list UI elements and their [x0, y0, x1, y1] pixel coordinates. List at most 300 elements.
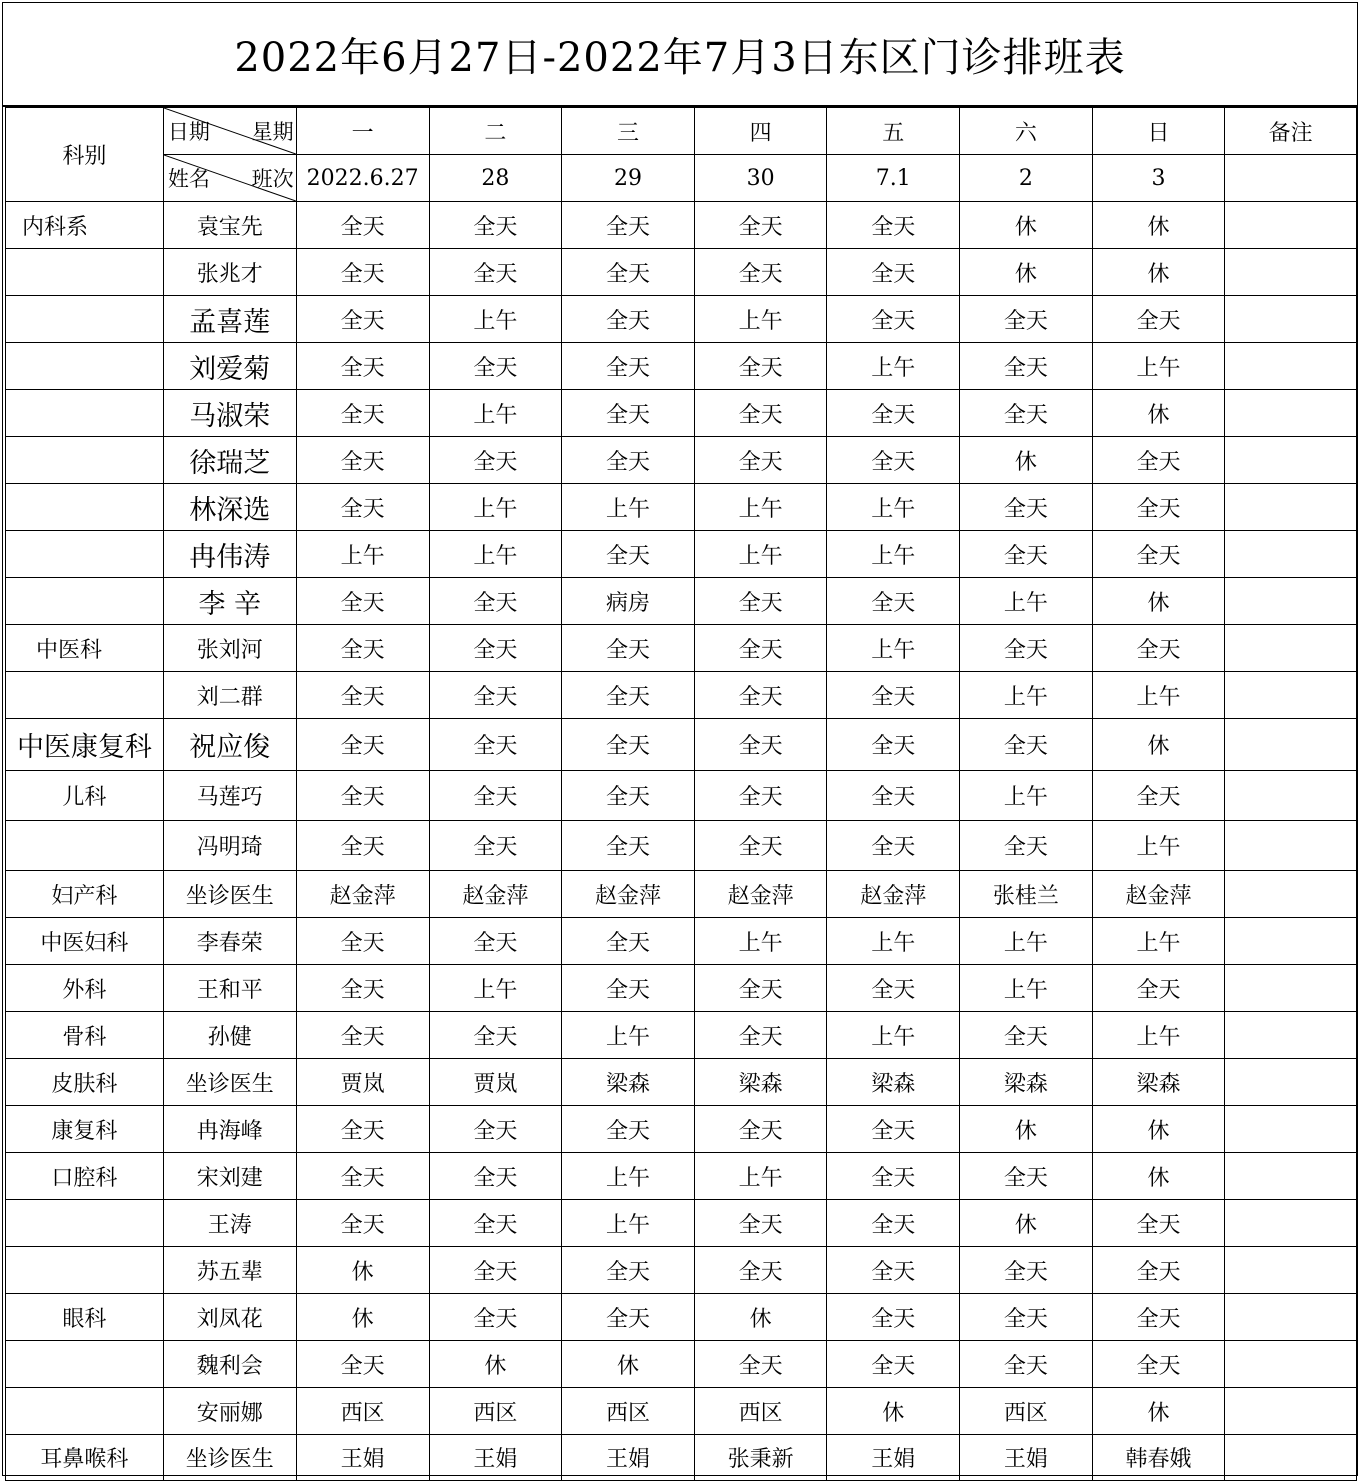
shift-cell: 全天	[1092, 625, 1225, 672]
doctor-name-cell: 王和平	[163, 965, 296, 1012]
diag-header-bottom	[163, 155, 296, 202]
dept-cell	[6, 437, 164, 484]
shift-cell: 全天	[562, 965, 695, 1012]
shift-cell: 全天	[1092, 965, 1225, 1012]
dept-cell: 外科	[6, 965, 164, 1012]
shift-cell: 梁森	[562, 1059, 695, 1106]
dept-cell: 皮肤科	[6, 1059, 164, 1106]
shift-cell: 全天	[827, 202, 960, 249]
shift-cell: 全天	[694, 625, 827, 672]
date-5: 7.1	[827, 155, 960, 202]
dept-cell	[6, 1200, 164, 1247]
table-row	[6, 821, 1357, 871]
shift-cell: 全天	[562, 1106, 695, 1153]
shift-cell: 全天	[429, 1153, 562, 1200]
table-row	[6, 531, 1357, 578]
shift-cell: 休	[1092, 202, 1225, 249]
doctor-name-cell: 刘凤花	[163, 1294, 296, 1341]
weekday-5: 五	[827, 108, 960, 155]
remark-cell	[1225, 578, 1357, 625]
table-row	[6, 1200, 1357, 1247]
shift-cell: 休	[296, 1247, 429, 1294]
shift-cell: 全天	[960, 343, 1093, 390]
doctor-name-cell: 孟喜莲	[163, 296, 296, 343]
weekday-2: 二	[429, 108, 562, 155]
shift-cell: 上午	[562, 484, 695, 531]
shift-cell: 赵金萍	[562, 871, 695, 918]
remark-cell	[1225, 1247, 1357, 1294]
dept-cell	[6, 484, 164, 531]
shift-cell: 休	[827, 1388, 960, 1435]
table-row	[6, 249, 1357, 296]
shift-cell: 全天	[296, 821, 429, 871]
shift-cell: 西区	[960, 1388, 1093, 1435]
schedule-table	[5, 107, 1357, 1481]
remark-cell	[1225, 249, 1357, 296]
shift-cell: 上午	[694, 1153, 827, 1200]
shift-cell: 上午	[694, 918, 827, 965]
header-row-weekdays	[6, 108, 1357, 155]
dept-cell	[6, 1247, 164, 1294]
shift-cell: 全天	[827, 1294, 960, 1341]
table-row	[6, 390, 1357, 437]
doctor-name-cell: 坐诊医生	[163, 871, 296, 918]
dept-cell	[6, 1388, 164, 1435]
remark-cell	[1225, 771, 1357, 821]
shift-cell: 全天	[562, 249, 695, 296]
remark-cell	[1225, 1435, 1357, 1481]
shift-cell: 休	[296, 1294, 429, 1341]
shift-cell: 韩春娥	[1092, 1435, 1225, 1481]
table-row	[6, 625, 1357, 672]
doctor-name-cell: 冉海峰	[163, 1106, 296, 1153]
shift-cell: 全天	[296, 1153, 429, 1200]
shift-cell: 全天	[1092, 484, 1225, 531]
shift-cell: 全天	[562, 1247, 695, 1294]
shift-cell: 全天	[827, 965, 960, 1012]
shift-cell: 休	[1092, 1153, 1225, 1200]
remark-cell	[1225, 1106, 1357, 1153]
shift-cell: 全天	[296, 296, 429, 343]
shift-cell: 全天	[827, 719, 960, 771]
shift-cell: 休	[960, 249, 1093, 296]
shift-cell: 全天	[960, 1294, 1093, 1341]
table-row	[6, 672, 1357, 719]
doctor-name-cell: 冉伟涛	[163, 531, 296, 578]
shift-cell: 休	[1092, 1106, 1225, 1153]
table-row	[6, 578, 1357, 625]
shift-cell: 西区	[562, 1388, 695, 1435]
shift-cell: 全天	[296, 202, 429, 249]
shift-cell: 梁森	[827, 1059, 960, 1106]
shift-cell: 全天	[694, 771, 827, 821]
doctor-name-cell: 张兆才	[163, 249, 296, 296]
shift-cell: 休	[1092, 390, 1225, 437]
dept-cell	[6, 343, 164, 390]
shift-cell: 赵金萍	[694, 871, 827, 918]
shift-cell: 全天	[429, 343, 562, 390]
shift-cell: 王娟	[827, 1435, 960, 1481]
shift-cell: 全天	[296, 1012, 429, 1059]
doctor-name-cell: 马莲巧	[163, 771, 296, 821]
shift-cell: 全天	[827, 1341, 960, 1388]
shift-cell: 休	[960, 1200, 1093, 1247]
table-row	[6, 1294, 1357, 1341]
shift-cell: 全天	[1092, 771, 1225, 821]
shift-cell: 全天	[694, 1106, 827, 1153]
shift-cell: 上午	[827, 343, 960, 390]
shift-cell: 休	[960, 202, 1093, 249]
table-row	[6, 1153, 1357, 1200]
shift-cell: 全天	[296, 343, 429, 390]
shift-cell: 全天	[429, 821, 562, 871]
doctor-name-cell: 宋刘建	[163, 1153, 296, 1200]
dept-cell: 耳鼻喉科	[6, 1435, 164, 1481]
table-row	[6, 918, 1357, 965]
dept-cell	[6, 296, 164, 343]
shift-cell: 梁森	[960, 1059, 1093, 1106]
shift-cell: 全天	[562, 343, 695, 390]
shift-cell: 上午	[429, 531, 562, 578]
shift-cell: 全天	[827, 1247, 960, 1294]
shift-cell: 全天	[694, 202, 827, 249]
shift-cell: 全天	[827, 821, 960, 871]
shift-cell: 全天	[562, 1294, 695, 1341]
remark-cell	[1225, 1294, 1357, 1341]
shift-cell: 西区	[296, 1388, 429, 1435]
shift-cell: 上午	[429, 484, 562, 531]
table-row	[6, 1106, 1357, 1153]
shift-cell: 全天	[827, 1200, 960, 1247]
shift-cell: 王娟	[429, 1435, 562, 1481]
doctor-name-cell: 马淑荣	[163, 390, 296, 437]
shift-cell: 全天	[827, 437, 960, 484]
shift-cell: 上午	[429, 296, 562, 343]
shift-cell: 张桂兰	[960, 871, 1093, 918]
doctor-name-cell: 孙健	[163, 1012, 296, 1059]
diag-date-label: 日期	[167, 120, 210, 144]
shift-cell: 全天	[296, 1106, 429, 1153]
date-3: 29	[562, 155, 695, 202]
shift-cell: 上午	[562, 1200, 695, 1247]
doctor-name-cell: 安丽娜	[163, 1388, 296, 1435]
dept-cell	[6, 531, 164, 578]
shift-cell: 全天	[694, 672, 827, 719]
remark-cell	[1225, 1388, 1357, 1435]
dept-cell	[6, 672, 164, 719]
weekday-3: 三	[562, 108, 695, 155]
shift-cell: 全天	[960, 1341, 1093, 1388]
shift-cell: 梁森	[1092, 1059, 1225, 1106]
shift-cell: 全天	[296, 965, 429, 1012]
shift-cell: 上午	[960, 965, 1093, 1012]
date-6: 2	[960, 155, 1093, 202]
shift-cell: 上午	[827, 484, 960, 531]
dept-cell	[6, 578, 164, 625]
shift-cell: 休	[1092, 578, 1225, 625]
shift-cell: 全天	[429, 672, 562, 719]
shift-cell: 上午	[1092, 918, 1225, 965]
shift-cell: 上午	[960, 578, 1093, 625]
shift-cell: 全天	[960, 625, 1093, 672]
remark-header: 备注	[1225, 108, 1357, 155]
shift-cell: 全天	[694, 1200, 827, 1247]
shift-cell: 休	[562, 1341, 695, 1388]
shift-cell: 休	[694, 1294, 827, 1341]
shift-cell: 全天	[960, 719, 1093, 771]
dept-cell: 中医康复科	[6, 719, 164, 771]
shift-cell: 全天	[960, 1153, 1093, 1200]
shift-cell: 全天	[827, 578, 960, 625]
shift-cell: 全天	[562, 821, 695, 871]
shift-cell: 全天	[429, 1012, 562, 1059]
weekday-6: 六	[960, 108, 1093, 155]
dept-cell	[6, 390, 164, 437]
remark-cell	[1225, 672, 1357, 719]
shift-cell: 上午	[827, 531, 960, 578]
shift-cell: 全天	[562, 771, 695, 821]
diag-name-label: 姓名	[167, 167, 210, 191]
shift-cell: 上午	[694, 531, 827, 578]
shift-cell: 全天	[296, 484, 429, 531]
shift-cell: 全天	[960, 1012, 1093, 1059]
shift-cell: 上午	[827, 918, 960, 965]
remark-cell	[1225, 390, 1357, 437]
shift-cell: 全天	[960, 821, 1093, 871]
shift-cell: 上午	[827, 1012, 960, 1059]
shift-cell: 全天	[429, 719, 562, 771]
shift-cell: 全天	[1092, 531, 1225, 578]
shift-cell: 全天	[429, 1294, 562, 1341]
shift-cell: 全天	[960, 296, 1093, 343]
remark-cell	[1225, 871, 1357, 918]
shift-cell: 全天	[694, 1341, 827, 1388]
shift-cell: 贾岚	[296, 1059, 429, 1106]
table-row	[6, 296, 1357, 343]
shift-cell: 上午	[429, 965, 562, 1012]
date-7: 3	[1092, 155, 1225, 202]
doctor-name-cell: 坐诊医生	[163, 1059, 296, 1106]
doctor-name-cell: 李 辛	[163, 578, 296, 625]
shift-cell: 全天	[694, 1012, 827, 1059]
diag-header-top	[163, 108, 296, 155]
shift-cell: 上午	[562, 1153, 695, 1200]
doctor-name-cell: 苏五辈	[163, 1247, 296, 1294]
shift-cell: 休	[1092, 249, 1225, 296]
shift-cell: 全天	[562, 719, 695, 771]
shift-cell: 全天	[296, 719, 429, 771]
shift-cell: 全天	[429, 918, 562, 965]
table-row	[6, 871, 1357, 918]
shift-cell: 王娟	[296, 1435, 429, 1481]
remark-cell	[1225, 437, 1357, 484]
shift-cell: 全天	[827, 1106, 960, 1153]
table-row	[6, 1341, 1357, 1388]
shift-cell: 上午	[1092, 672, 1225, 719]
shift-cell: 全天	[429, 578, 562, 625]
table-row	[6, 202, 1357, 249]
remark-cell	[1225, 1153, 1357, 1200]
doctor-name-cell: 冯明琦	[163, 821, 296, 871]
remark-cell	[1225, 155, 1357, 202]
doctor-name-cell: 王涛	[163, 1200, 296, 1247]
remark-cell	[1225, 1341, 1357, 1388]
doctor-name-cell: 张刘河	[163, 625, 296, 672]
remark-cell	[1225, 821, 1357, 871]
shift-cell: 全天	[429, 771, 562, 821]
shift-cell: 上午	[429, 390, 562, 437]
remark-cell	[1225, 1200, 1357, 1247]
doctor-name-cell: 袁宝先	[163, 202, 296, 249]
remark-cell	[1225, 1059, 1357, 1106]
shift-cell: 上午	[960, 672, 1093, 719]
shift-cell: 全天	[296, 1341, 429, 1388]
dept-header: 科别	[6, 108, 164, 202]
remark-cell	[1225, 965, 1357, 1012]
shift-cell: 休	[960, 437, 1093, 484]
remark-cell	[1225, 625, 1357, 672]
shift-cell: 休	[1092, 719, 1225, 771]
shift-cell: 全天	[562, 918, 695, 965]
shift-cell: 全天	[429, 249, 562, 296]
shift-cell: 全天	[827, 249, 960, 296]
shift-cell: 上午	[296, 531, 429, 578]
doctor-name-cell: 林深选	[163, 484, 296, 531]
shift-cell: 全天	[296, 578, 429, 625]
shift-cell: 全天	[1092, 1247, 1225, 1294]
shift-cell: 休	[960, 1106, 1093, 1153]
shift-cell: 全天	[562, 437, 695, 484]
shift-cell: 全天	[1092, 437, 1225, 484]
dept-cell: 内科系	[6, 202, 164, 249]
shift-cell: 全天	[429, 202, 562, 249]
date-1: 2022.6.27	[296, 155, 429, 202]
shift-cell: 赵金萍	[827, 871, 960, 918]
dept-cell: 康复科	[6, 1106, 164, 1153]
shift-cell: 上午	[827, 625, 960, 672]
dept-cell: 眼科	[6, 1294, 164, 1341]
header-row-dates	[6, 155, 1357, 202]
dept-cell	[6, 1341, 164, 1388]
shift-cell: 上午	[694, 296, 827, 343]
shift-cell: 赵金萍	[429, 871, 562, 918]
remark-cell	[1225, 1012, 1357, 1059]
dept-cell: 口腔科	[6, 1153, 164, 1200]
table-row	[6, 1435, 1357, 1481]
shift-cell: 上午	[960, 771, 1093, 821]
shift-cell: 张秉新	[694, 1435, 827, 1481]
shift-cell: 梁森	[694, 1059, 827, 1106]
shift-cell: 全天	[960, 531, 1093, 578]
table-row	[6, 1388, 1357, 1435]
remark-cell	[1225, 202, 1357, 249]
shift-cell: 休	[429, 1341, 562, 1388]
table-row	[6, 437, 1357, 484]
shift-cell: 全天	[562, 202, 695, 249]
table-row	[6, 1012, 1357, 1059]
shift-cell: 全天	[429, 1247, 562, 1294]
table-row	[6, 965, 1357, 1012]
table-row	[6, 771, 1357, 821]
remark-cell	[1225, 484, 1357, 531]
schedule-sheet	[2, 2, 1358, 1476]
shift-cell: 赵金萍	[296, 871, 429, 918]
table-row	[6, 484, 1357, 531]
shift-cell: 全天	[694, 578, 827, 625]
shift-cell: 全天	[296, 672, 429, 719]
shift-cell: 全天	[694, 965, 827, 1012]
remark-cell	[1225, 343, 1357, 390]
shift-cell: 上午	[960, 918, 1093, 965]
shift-cell: 全天	[296, 1200, 429, 1247]
remark-cell	[1225, 296, 1357, 343]
doctor-name-cell: 魏利会	[163, 1341, 296, 1388]
table-row	[6, 719, 1357, 771]
shift-cell: 贾岚	[429, 1059, 562, 1106]
shift-cell: 全天	[562, 531, 695, 578]
shift-cell: 上午	[1092, 343, 1225, 390]
shift-cell: 上午	[1092, 821, 1225, 871]
doctor-name-cell: 刘二群	[163, 672, 296, 719]
shift-cell: 全天	[429, 1200, 562, 1247]
remark-cell	[1225, 719, 1357, 771]
shift-cell: 全天	[694, 343, 827, 390]
shift-cell: 全天	[296, 437, 429, 484]
shift-cell: 全天	[562, 390, 695, 437]
dept-cell: 妇产科	[6, 871, 164, 918]
dept-cell: 骨科	[6, 1012, 164, 1059]
remark-cell	[1225, 531, 1357, 578]
shift-cell: 全天	[827, 390, 960, 437]
shift-cell: 全天	[960, 390, 1093, 437]
weekday-4: 四	[694, 108, 827, 155]
shift-cell: 全天	[296, 771, 429, 821]
shift-cell: 王娟	[562, 1435, 695, 1481]
shift-cell: 全天	[694, 821, 827, 871]
shift-cell: 全天	[562, 296, 695, 343]
shift-cell: 全天	[296, 249, 429, 296]
diag-weekday-label: 星期	[251, 120, 294, 144]
shift-cell: 全天	[1092, 1200, 1225, 1247]
shift-cell: 全天	[694, 437, 827, 484]
doctor-name-cell: 徐瑞芝	[163, 437, 296, 484]
shift-cell: 全天	[960, 484, 1093, 531]
table-row	[6, 1247, 1357, 1294]
shift-cell: 全天	[429, 1106, 562, 1153]
shift-cell: 上午	[562, 1012, 695, 1059]
weekday-1: 一	[296, 108, 429, 155]
shift-cell: 全天	[960, 1247, 1093, 1294]
shift-cell: 赵金萍	[1092, 871, 1225, 918]
shift-cell: 全天	[562, 625, 695, 672]
dept-cell: 中医科	[6, 625, 164, 672]
table-row	[6, 1059, 1357, 1106]
shift-cell: 上午	[1092, 1012, 1225, 1059]
doctor-name-cell: 刘爱菊	[163, 343, 296, 390]
table-row	[6, 343, 1357, 390]
dept-cell	[6, 821, 164, 871]
page-title: 2022年6月27日-2022年7月3日东区门诊排班表	[3, 3, 1357, 107]
shift-cell: 全天	[827, 1153, 960, 1200]
shift-cell: 全天	[1092, 296, 1225, 343]
shift-cell: 病房	[562, 578, 695, 625]
dept-cell: 儿科	[6, 771, 164, 821]
diag-shift-label: 班次	[251, 167, 294, 191]
dept-cell	[6, 249, 164, 296]
date-4: 30	[694, 155, 827, 202]
shift-cell: 全天	[296, 390, 429, 437]
dept-cell: 中医妇科	[6, 918, 164, 965]
